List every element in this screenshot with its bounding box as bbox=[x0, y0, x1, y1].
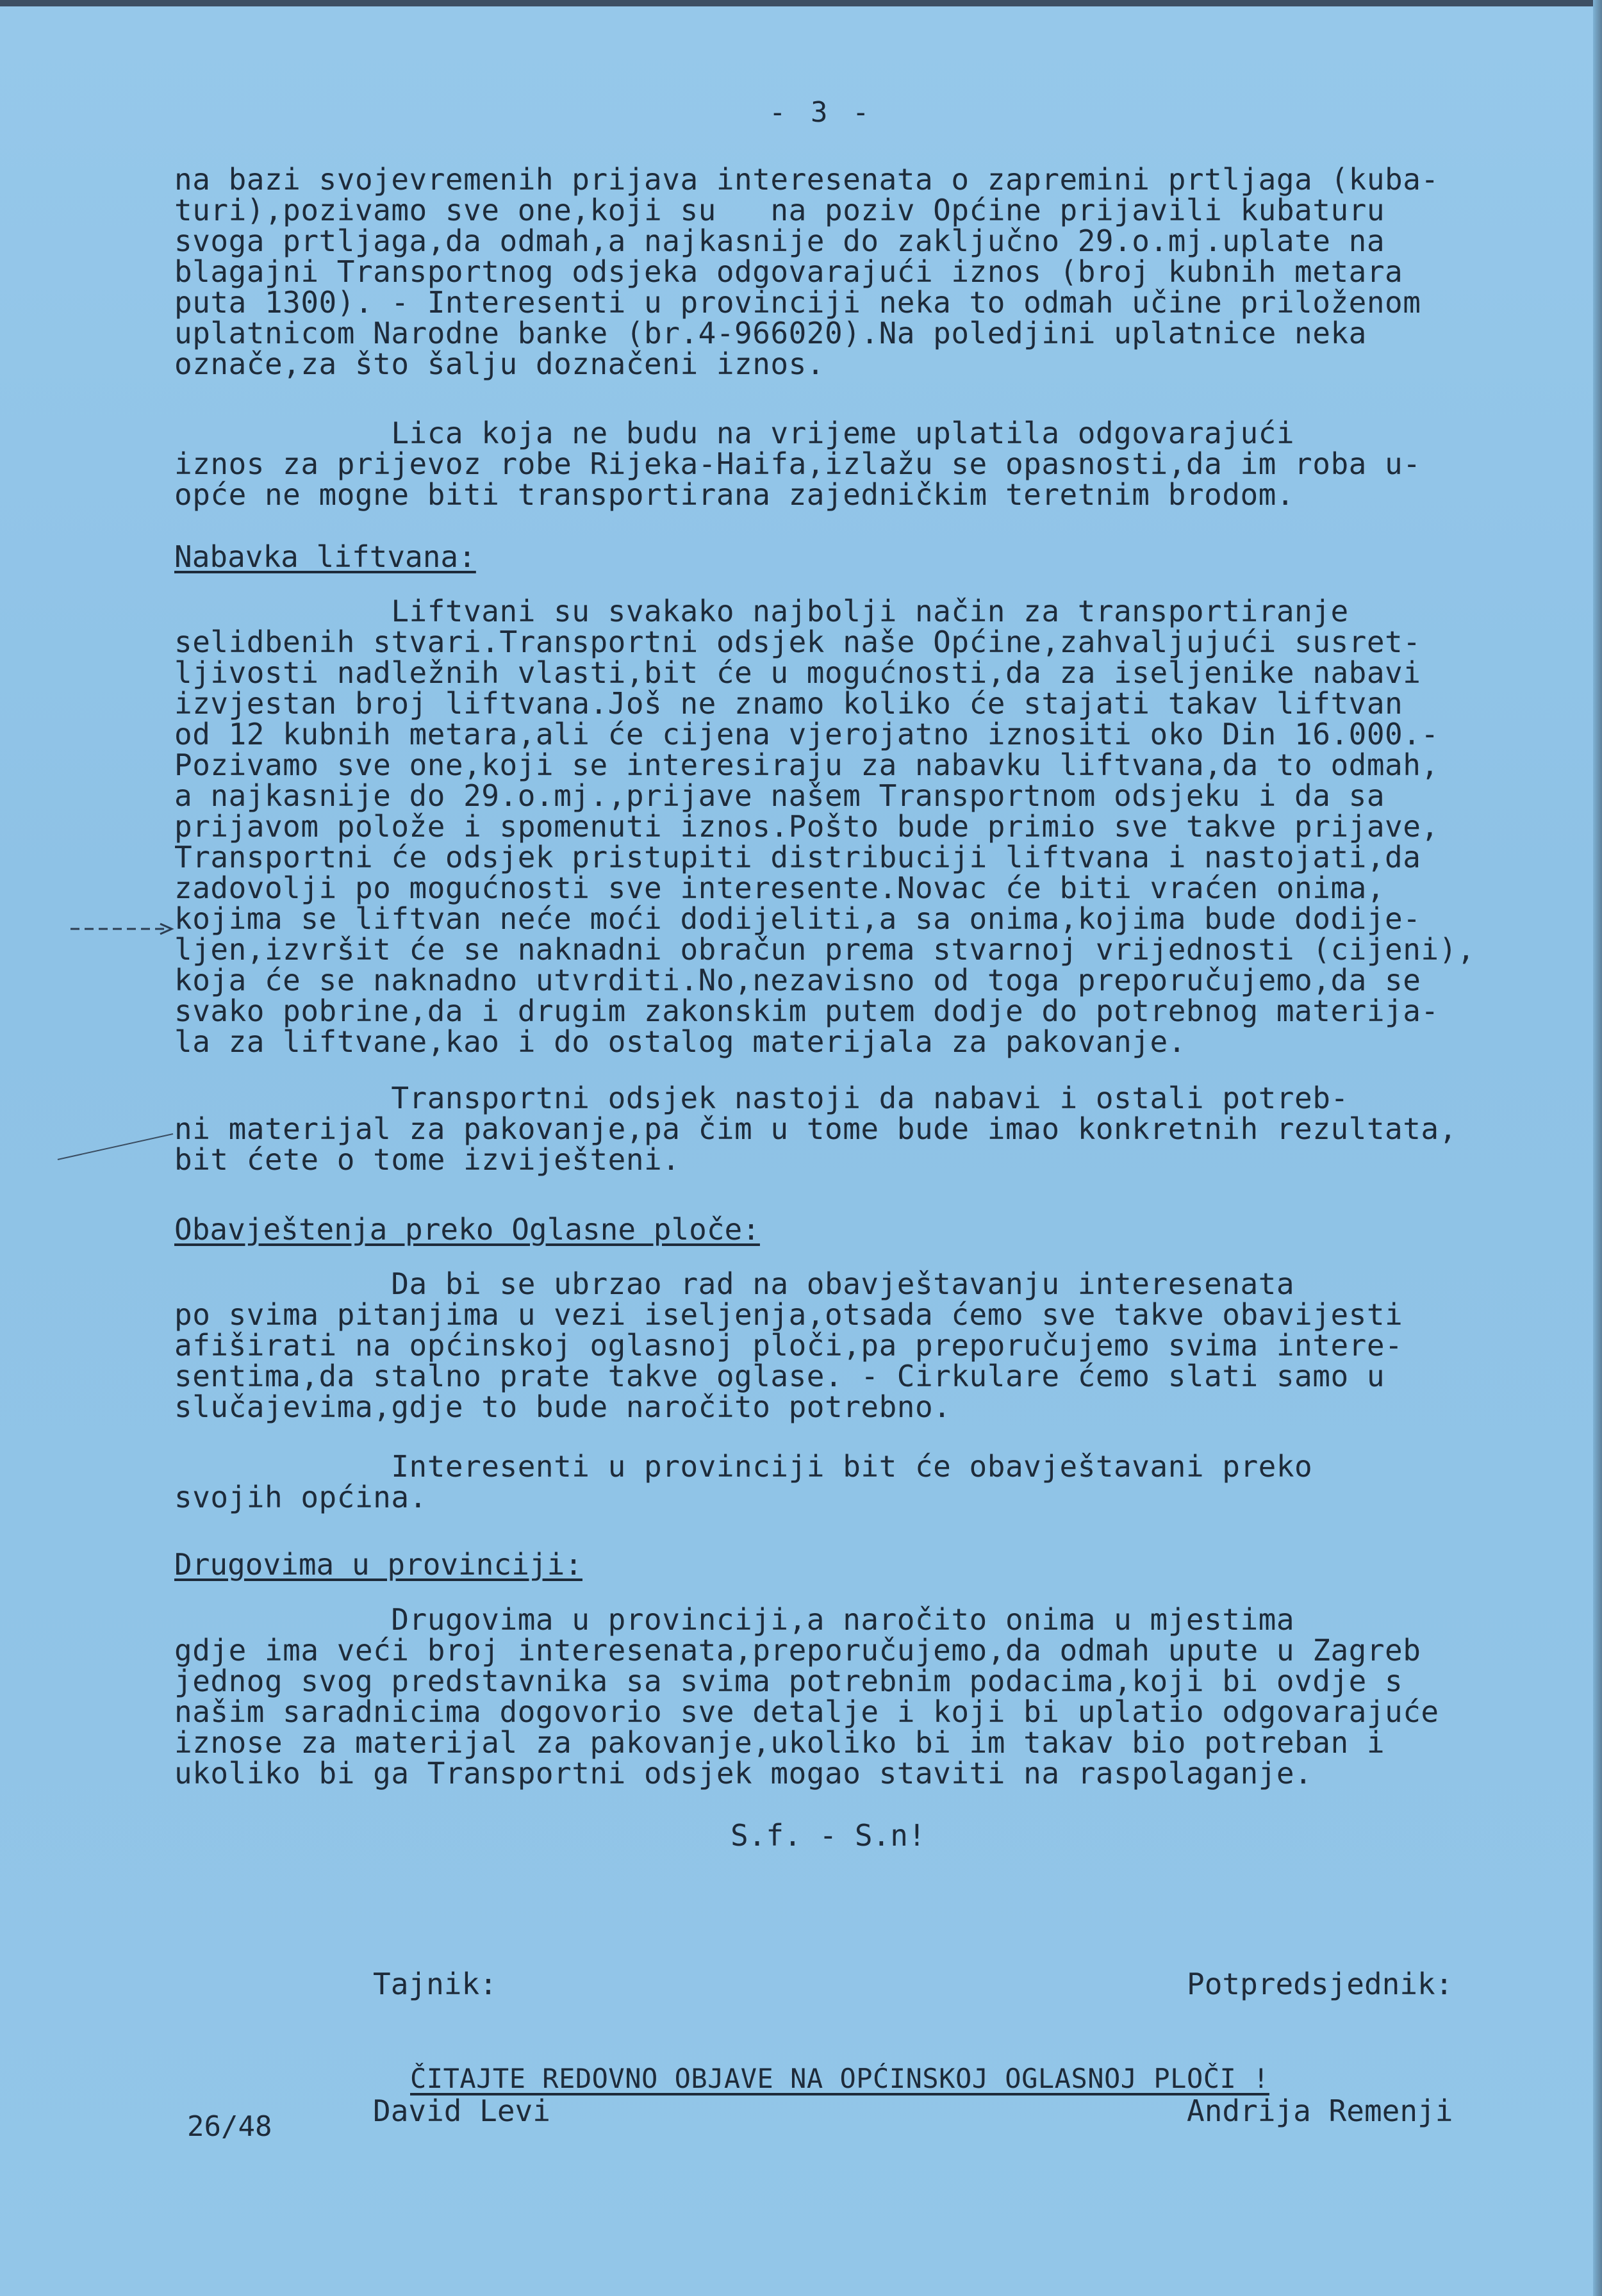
liftvan-paragraph: Liftvani su svakako najbolji način za transportiranje selidbenih stvari.Transportni odsjek naše Općine,zahvaljujući susret- ljivosti nadležnih vlasti,bit će u mogućnosti,da za iseljenike nabavi izvjestan broj liftvana.Još ne znamo koliko će stajati takav liftvan od 12 kubnih metara,ali će cijena vjerojatno iznositi oko Din 16.000.- Pozivamo sve one,koji se interesiraju za nabavku liftvana,da to odmah, a najkasnije do 29.o.mj.,prijave našem Transportnom odsjeku i da sa prijavom polože i spomenuti iznos.Pošto bude primio sve takve prijave, Transportni će odsjek pristupiti distribuciji liftvana i nastojati,da zadovolji po mogućnosti sve interesente.Novac će biti vraćen onima, kojima se liftvan neće moći dodijeliti,a sa onima,kojima bude dodije- ljen,izvršit će se naknadni obračun prema stvarnoj vrijednosti (cijeni), koja će se naknadno utvrditi.No,nezavisno od toga preporučujemo,da se svako pobrine,da i drugim zakonskim putem dodje do potrebnog materija- la za liftvane,kao i do ostalog materijala za pakovanje. bbox=[174, 594, 1475, 1059]
vice-president-name: Andrija Remenji bbox=[1187, 2094, 1453, 2128]
vice-president-title: Potpredsjednik: bbox=[1187, 1967, 1453, 2001]
vice-president-signature-block bbox=[1187, 1878, 1453, 2217]
intro-paragraph: na bazi svojevremenih prijava interesenata o zapremini prtljaga (kuba- turi),pozivamo sve one,koji su na poziv Općine prijavili kubaturu svoga prtljaga,da odmah,a najkasnije do zaključno 29.o.mj.uplate na blagajni Transportnog odsjeka odgovarajući iznos (broj kubnih metara puta 1300). - Interesenti u provinciji neka to odmah učine priloženom uplatnicom Narodne banke (br.4-966020).Na poledjini uplatnice neka označe,za što šalju doznačeni iznos. bbox=[174, 162, 1439, 381]
page-right-edge bbox=[1593, 0, 1602, 2296]
heading-drugovima-u-provinciji: Drugovima u provinciji: bbox=[174, 1547, 582, 1582]
comrades-paragraph: Drugovima u provinciji,a naročito onima u mjestima gdje ima veći broj interesenata,preporučujemo,da odmah upute u Zagreb jednog svog predstavnika sa svima potrebnim podacima,koji bi ovdje s našim saradnicima dogovorio sve detalje i koji bi uplatio odgovarajuće iznose za materijal za pakovanje,ukoliko bi im takav bio potreban i ukoliko bi ga Transportni odsjek mogao staviti na raspolaganje. bbox=[174, 1602, 1439, 1791]
page-top-edge bbox=[0, 0, 1602, 6]
secretary-name: David Levi bbox=[373, 2094, 550, 2128]
notice-board-paragraph: Da bi se ubrzao rad na obavještavanju interesenata po svima pitanjima u vezi iseljenja,otsada ćemo sve takve obavijesti afiširati na općinskoj oglasnoj ploči,pa preporučujemo svima intere- sentima,da stalno prate takve oglase. - Cirkulare ćemo slati samo u slučajevima,gdje to bude naročito potrebno. bbox=[174, 1267, 1403, 1424]
province-info-paragraph: Interesenti u provinciji bit će obavještavani preko svojih općina. bbox=[174, 1449, 1313, 1514]
margin-arrow-mark bbox=[64, 916, 179, 942]
closing-salutation: S.f. - S.n! bbox=[731, 1818, 926, 1853]
late-payment-paragraph: Lica koja ne budu na vrijeme uplatila odgovarajući iznos za prijevoz robe Rijeka-Haifa,izlažu se opasnosti,da im roba u- opće ne mogne biti transportirana zajedničkim teretnim brodom. bbox=[174, 416, 1421, 512]
document-number: 26/48 bbox=[187, 2110, 272, 2143]
secretary-title: Tajnik: bbox=[373, 1967, 497, 2001]
margin-pencil-stroke bbox=[51, 1128, 179, 1166]
heading-nabavka-liftvana: Nabavka liftvana: bbox=[174, 539, 476, 574]
packing-material-paragraph: Transportni odsjek nastoji da nabavi i ostali potreb- ni materijal za pakovanje,pa čim u tome bude imao konkretnih rezultata, bit ćete o tome izviješteni. bbox=[174, 1081, 1457, 1177]
heading-oglasna-ploca: Obavještenja preko Oglasne ploče: bbox=[174, 1212, 760, 1247]
secretary-signature-block bbox=[373, 1878, 550, 2217]
page-number: - 3 - bbox=[769, 96, 873, 129]
notice-footer: ČITAJTE REDOVNO OBJAVE NA OPĆINSKOJ OGLASNOJ PLOČI ! bbox=[410, 2063, 1269, 2094]
